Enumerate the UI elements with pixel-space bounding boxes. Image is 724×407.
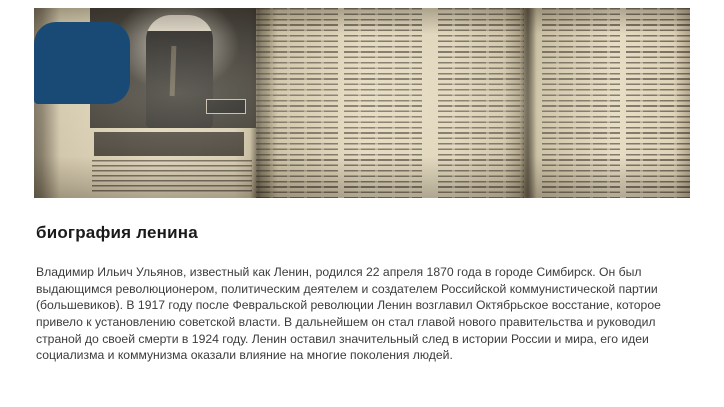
page-title: биография ленина bbox=[36, 223, 198, 243]
body-paragraph: Владимир Ильич Ульянов, известный как Ленин, родился 22 апреля 1870 года в городе Симбирск. Он был выдающимся революционером, политическим деятелем и создателем Российской коммунистической партии (большевиков). В 1917 году после Февральской революции Ленин возглавил Октябрьское восстание, которое привело к установлению советской власти. В дальнейшем он стал главой нового правительства и руководил страной до своей смерти в 1924 году. Ленин оставил значительный след в истории России и мира, его идеи социализма и коммунизма оказали влияние на многие поколения людей. bbox=[36, 265, 661, 363]
scan-shading-overlay bbox=[34, 8, 690, 198]
book-spread-image bbox=[34, 8, 690, 198]
blue-badge bbox=[34, 22, 130, 104]
